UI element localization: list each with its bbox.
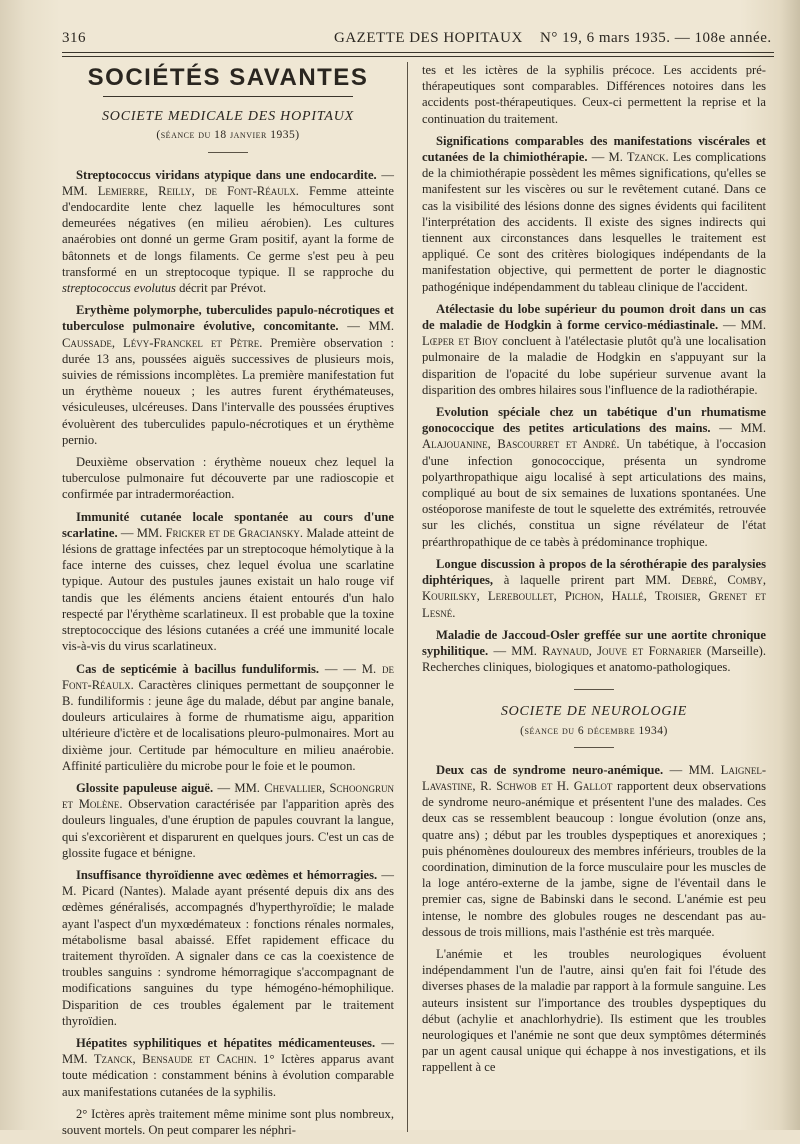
session-date: (séance du 18 janvier 1935) — [156, 129, 300, 142]
article-authors: — MM. Lœper et Bioy — [422, 318, 766, 349]
society-name: SOCIETE DE NEUROLOGIE — [500, 704, 688, 720]
article-authors: — MM. Raynaud, Jouve et Fornarier — [493, 643, 702, 658]
section-separator — [103, 96, 353, 97]
article-title: Deux cas de syndrome neuro-anémique. — [436, 762, 664, 777]
article-body: Les complications de la chimiothérapie possèdent les mêmes significations, qu'elles se manifestent sur les viscères ou sur le revêtement cutané. Dans ce cas la visibilité des lésions donne des signes évidents qui facilitent l'interprétation des accidents. Il existe des signes indirects qui tiennent aux circonstances dans lesquelles le traitement est appliqué. Ce sont des critères biologiques indépendants de la manifestation objective, qui permettent de porter le diagnostic pathogénique indépendamment du tableau clinique de l'accident. — [422, 150, 766, 294]
article-authors: — MM. Laignel-Lavastine, R. Schwob et H. Gallot — [422, 762, 767, 793]
article-title: Glossite papuleuse aiguë. — [76, 780, 214, 795]
article-title: Significations comparables des manifestations viscérales et cutanées de la chimiothérapie. — [422, 133, 766, 165]
article-title: Hépatites syphilitiques et hépatites médicamenteuses. — [76, 1035, 376, 1050]
article-body: rapportent deux observations de syndrome neuro-anémique et présentent l'une des malades. Ces deux cas se ressemblent beaucoup : longue évolution (onze ans, quatre ans) ; début par les troubles dyspeptiques et anorexiques ; puis phénomènes douloureux des membres inférieurs, troubles de la coordination, diminution de la force musculaire pour les muscles de la loge antéro-externe de la jambe, signe de l'éventail dans le premier cas, signe de Babinski dans le second. L'anémie est peu intense, le nombre des globules rouges ne descendant pas au-dessous de trois millions, mais l'asthénie est très marquée. — [422, 778, 767, 939]
header-rule-thin — [62, 56, 774, 57]
article-body: Femme atteinte d'endocardite lente chez laquelle les hémocultures sont demeurées négatives (en milieu aérobien). Les cultures anaérobies ont donné un germe Gram positif, ayant la forme de bâtonnets et de longs filaments. Ce germe s'est peu à peu transformé en un streptocoque typique. Il se rapproche du — [62, 183, 394, 279]
article-body: 2° Ictères après traitement même minime sont plus nombreux, souvent mortels. On peut comparer les néphri- — [62, 1106, 394, 1137]
article-body-end: décrit par Prévot. — [179, 281, 267, 296]
article-body: (Marseille). Recherches cliniques, biologiques et anatomo-pathologiques. — [422, 643, 766, 675]
article-body: Observation caractérisée par l'apparition après des douleurs linguales, d'une éruption de papules couvrant la langue, qui s'excorièrent et disparurent en quelques jours. C'est un cas de glossite fugace et bénigne. — [62, 797, 394, 860]
article-tabetique — [422, 404, 766, 550]
article-erytheme-cont — [62, 454, 394, 503]
article-authors: Debré, Comby, Kourilsky, Lereboullet, Pichon, Hallé, Troisier, Grenet et Lesné. — [422, 573, 766, 620]
article-authors: — — M. de Font-Réaulx. — [62, 661, 394, 692]
session-date: (séance du 6 décembre 1934) — [520, 724, 668, 737]
article-authors: — MM. Tzanck, Bensaude et Cachin. — [62, 1035, 394, 1067]
article-serotherapie — [422, 556, 766, 621]
column-divider — [407, 62, 408, 1132]
journal-title: GAZETTE DES HOPITAUX — [334, 30, 523, 46]
article-authors: — MM. Alajouanine, Bascourret et André. — [422, 421, 767, 452]
header-rule — [62, 52, 774, 53]
article-hepatites-cont — [62, 1106, 394, 1138]
species-name: streptococcus evolutus — [62, 281, 176, 296]
issue-info: N° 19, 6 mars 1935. — 108e année. — [540, 30, 772, 46]
article-septicemie — [62, 661, 394, 774]
left-column — [62, 62, 394, 1144]
article-glossite — [62, 780, 394, 861]
article-title: Streptococcus viridans atypique dans une endocardite. — [76, 167, 377, 182]
article-title: Evolution spéciale chez un tabétique d'un rhumatisme gonococcique des petites articulations des mains. — [422, 405, 766, 436]
article-title: Longue discussion à propos de la sérothérapie des paralysies diphtériques, — [422, 556, 766, 588]
article-neuro-anemique-cont — [422, 946, 766, 1076]
article-immunite — [62, 509, 394, 655]
article-neuro-anemique — [422, 762, 766, 940]
page-header — [62, 28, 774, 50]
article-erytheme — [62, 302, 394, 448]
article-body: Malade ayant présenté depuis dix ans des œdèmes généralisés, accompagnés d'hyperthyroïdie; le malade ayant l'aspect d'un myxœdémateux : fonctions rénales normales, métabolisme basal abaissé. Effet rapidement efficace du traitement thyroïden. A signaler dans ce cas la coexistence de troubles sanguins : syndrome hémorragique s'accompagnant de modifications sanguines du type hémogéno-hémophilique. Disparition de ces troubles également par le traitement thyroïdien. — [62, 884, 394, 1028]
article-body: 1° Ictères apparus avant toute médication : constamment bénins à évolution comparable aux manifestations cutanées de la syphilis. — [62, 1052, 394, 1099]
article-atelectasie — [422, 301, 766, 398]
article-body: tes et les ictères de la syphilis précoce. Les accidents pré-thérapeutiques sont comparables. Différences notoires dans les accidents post-thérapeutiques. Ceux-ci permettent la reprise et la continuation du traitement. — [422, 63, 766, 126]
short-rule — [574, 747, 614, 748]
article-title: Erythème polymorphe, tuberculides papulo-nécrotiques et tuberculose pulmonaire évolutive, concomitante. — [62, 303, 394, 334]
section-title: SOCIÉTÉS SAVANTES — [87, 64, 369, 91]
short-rule — [208, 152, 248, 153]
article-body: concluent à l'atélectasie plutôt qu'à une localisation pulmonaire de la maladie de Hodgkin en s'appuyant sur la disparition de l'opacité du lobe supérieur survenue avant la disparition des ombres hilaires sous l'influence de la radiothérapie. — [422, 334, 767, 397]
page-number: 316 — [62, 30, 86, 46]
article-title: Maladie de Jaccoud-Osler greffée sur une aortite chronique syphilitique. — [422, 627, 766, 658]
article-body: Première observation : durée 13 ans, poussées aiguës successives de plusieurs mois, suivies de rémissions incomplètes. La première manifestation fut un érythème noueux ; les autres furent érythémateuses, vésiculeuses, ulcéreuses. Dans l'intervalle des poussées éruptives évoluèrent des tuberculides papulo-nécrotiques et un érythème pernio. — [62, 335, 394, 447]
article-authors: — M. Tzanck. — [591, 150, 669, 165]
article-body: à laquelle prirent part MM. — [503, 573, 671, 588]
article-title: Insuffisance thyroïdienne avec œdèmes et hémorragies. — [76, 867, 378, 882]
article-authors: — M. Picard (Nantes). — [62, 867, 394, 899]
short-rule — [574, 689, 614, 690]
article-body: Malade atteint de lésions de grattage infectées par un streptocoque hémolytique à la face interne des cuisses, chez lequel évolua une scarlatine typique. Autour des pustules jaunes existait un halo rouge vif tandis que les éléments anciens étaient entourés d'un halo respecté par l'érythème scarlatineux. Il est probable que la toxine streptococcique des lésions cutanées a créé une immunité locale vis-à-vis du virus scarlatineux. — [62, 525, 394, 654]
article-authors: — MM. Lemierre, Reilly, de Font-Réaulx. — [62, 167, 394, 198]
article-hepatites — [62, 1035, 394, 1100]
article-thyroidienne — [62, 867, 394, 1029]
article-authors: — MM. Fricker et de Graciansky. — [120, 525, 304, 540]
article-title: Immunité cutanée locale spontanée au cours d'une scarlatine. — [62, 509, 394, 540]
article-body: Caractères cliniques permettant de soupçonner le B. fundiliformis : jeune âge du malade, début par angine banale, douleurs articulaires à forme de rhumatisme aigu, apparition ultérieure d'ictère et de localisations pleuro-pulmonaires. Mort au dixième jour. Certitude par hémoculture en milieu anaérobie. Affinité particulière du microbe pour le foie et le poumon. — [62, 677, 394, 773]
article-authors: — MM. Caussade, Lévy-Franckel et Pètre. — [62, 319, 394, 350]
article-hepatites-end — [422, 62, 766, 127]
article-streptococcus — [62, 167, 394, 297]
article-title: Cas de septicémie à bacillus funduliformis. — [76, 661, 320, 676]
article-body: Deuxième observation : érythème noueux chez lequel la tuberculose pulmonaire fut découverte par une radioscopie et confirmée par intradermoréaction. — [62, 455, 394, 502]
right-column — [422, 62, 766, 1082]
society-name: SOCIETE MEDICALE DES HOPITAUX — [102, 109, 354, 125]
article-jaccoud-osler — [422, 627, 766, 676]
article-body: Un tabétique, à l'occasion d'une infection gonococcique, présenta un syndrome polyarthropathique aigu localisé à sept articulations des mains, compliqué au bout de six semaines de luxations spontanées. Une ostéoporose manifeste de tout le squelette des extrémités, retrouvée sur les clichés, constitua un signe révélateur de l'état préarthropathique de ce tabès à prédominance trophique. — [422, 437, 766, 549]
article-chimiotherapie — [422, 133, 766, 295]
article-authors: — MM. Chevallier, Schoongrun et Molène. — [62, 780, 394, 812]
article-title: Atélectasie du lobe supérieur du poumon droit dans un cas de maladie de Hodgkin à forme cervico-médiastinale. — [422, 301, 766, 333]
article-body: L'anémie et les troubles neurologiques évoluent indépendamment l'un de l'autre, ainsi qu'en fait foi l'étude des diverses phases de la maladie par rapport à la formule sanguine. Les auteurs insistent sur l'importance des troubles dyspeptiques du début (achylie et anachlorhydrie). Ils estiment que les troubles neurologiques et l'anémie ne sont que deux symptômes déterminés par un agent causal unique qui échappe à nos investigations, et ils rappellent à ce — [422, 946, 766, 1075]
